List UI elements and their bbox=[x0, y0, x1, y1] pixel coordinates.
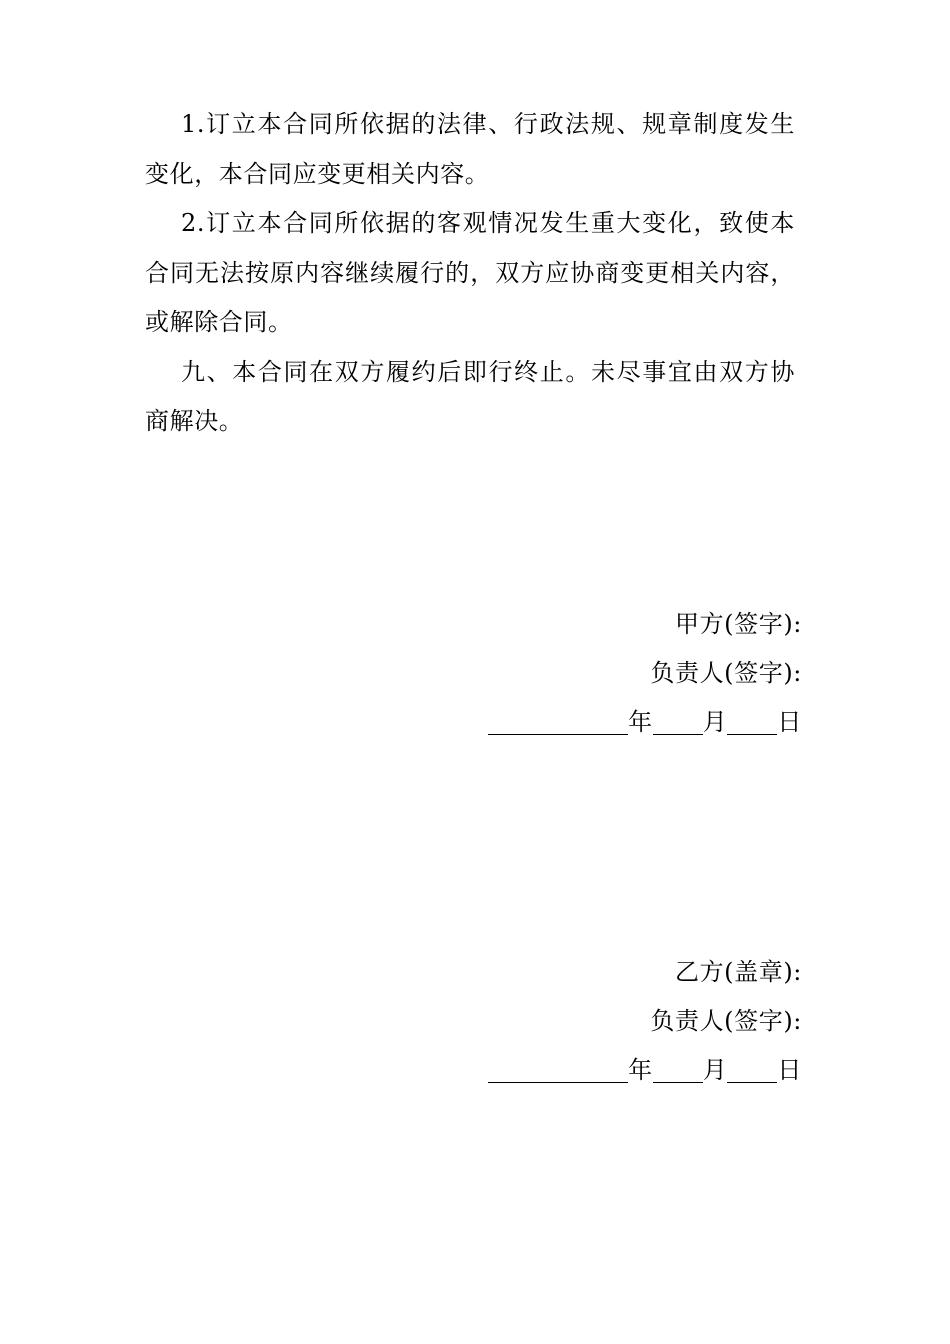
party-a-signature-block bbox=[442, 600, 802, 747]
party-b-label: 乙方(盖章): bbox=[674, 958, 802, 986]
clause-item-1: 1.订立本合同所依据的法律、行政法规、规章制度发生变化，本合同应变更相关内容。 bbox=[145, 110, 795, 188]
year-blank bbox=[488, 1052, 628, 1083]
clause-nine: 九、本合同在双方履约后即行终止。未尽事宜由双方协商解决。 bbox=[145, 357, 795, 435]
day-label: 日 bbox=[777, 708, 802, 736]
month-blank bbox=[653, 1052, 703, 1083]
day-blank bbox=[727, 704, 777, 735]
month-blank bbox=[653, 704, 703, 735]
party-a-date-line bbox=[442, 698, 802, 747]
day-blank bbox=[727, 1052, 777, 1083]
party-b-responsible-label: 负责人(签字): bbox=[650, 1007, 802, 1035]
party-a-label: 甲方(签字): bbox=[674, 610, 802, 638]
party-b-signature-block bbox=[442, 948, 802, 1095]
year-label: 年 bbox=[628, 1056, 653, 1084]
contract-body bbox=[145, 100, 795, 447]
year-label: 年 bbox=[628, 708, 653, 736]
month-label: 月 bbox=[702, 1056, 728, 1084]
month-label: 月 bbox=[702, 708, 728, 736]
party-a-responsible-label: 负责人(签字): bbox=[650, 659, 802, 687]
year-blank bbox=[488, 704, 628, 735]
day-label: 日 bbox=[777, 1056, 802, 1084]
party-b-date-line bbox=[442, 1046, 802, 1095]
clause-item-2: 2.订立本合同所依据的客观情况发生重大变化，致使本合同无法按原内容继续履行的，双方应协商变更相关内容，或解除合同。 bbox=[145, 209, 795, 336]
